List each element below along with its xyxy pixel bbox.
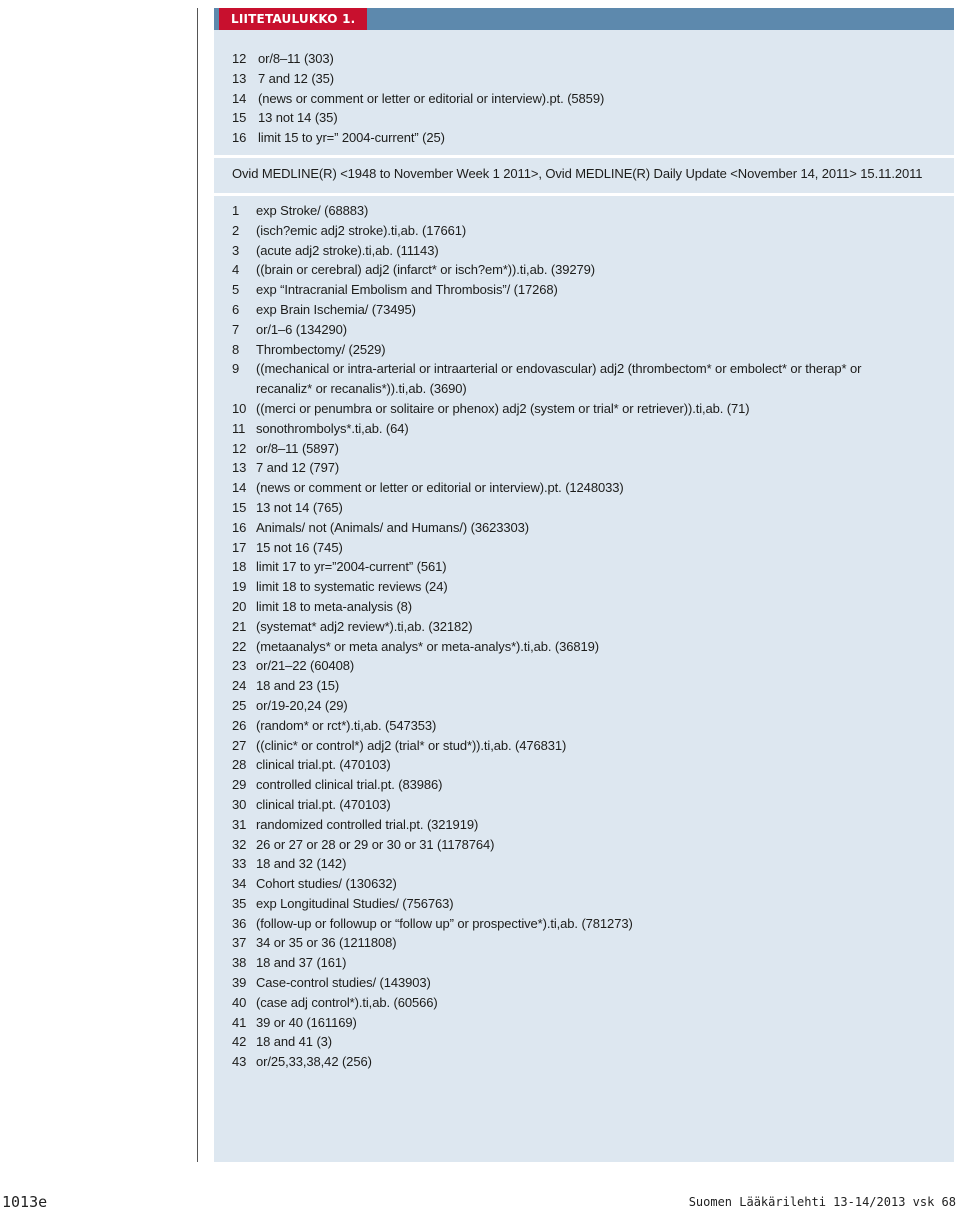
query-text: Animals/ not (Animals/ and Humans/) (3623303) — [256, 519, 529, 535]
query-number: 33 — [232, 856, 247, 872]
query-number: 31 — [232, 816, 247, 832]
query-number: 12 — [232, 51, 247, 66]
query-number: 6 — [232, 301, 240, 317]
query-row — [232, 736, 932, 756]
query-text: 18 and 41 (3) — [256, 1034, 333, 1050]
query-text: (isch?emic adj2 stroke).ti,ab. (17661) — [256, 222, 467, 238]
query-number: 37 — [232, 935, 247, 951]
query-row — [232, 478, 932, 498]
query-row — [232, 201, 932, 221]
query-row — [232, 775, 932, 795]
query-text: or/19-20,24 (29) — [256, 697, 348, 713]
query-text: (follow-up or followup or “follow up” or prospective*).ti,ab. (781273) — [256, 915, 633, 931]
query-number: 13 — [232, 460, 247, 476]
query-text: sonothrombolys*.ti,ab. (64) — [256, 420, 409, 436]
query-row — [232, 953, 932, 973]
query-text: exp “Intracranial Embolism and Thrombosis”/ (17268) — [256, 282, 558, 298]
query-number: 1 — [232, 203, 240, 218]
query-row — [232, 419, 932, 439]
query-row — [232, 894, 932, 914]
query-row — [232, 399, 932, 419]
query-text: ((clinic* or control*) adj2 (trial* or stud*)).ti,ab. (476831) — [256, 737, 567, 753]
query-text: Cohort studies/ (130632) — [256, 876, 397, 892]
query-text: 13 not 14 (765) — [256, 499, 343, 515]
query-number: 16 — [232, 519, 247, 535]
query-number: 42 — [232, 1034, 247, 1050]
query-row — [232, 538, 932, 558]
query-number: 8 — [232, 341, 240, 357]
query-text: clinical trial.pt. (470103) — [256, 796, 391, 812]
query-text: randomized controlled trial.pt. (321919) — [256, 816, 479, 832]
section-divider-bottom — [214, 193, 954, 196]
query-number: 29 — [232, 777, 247, 793]
query-text: ((mechanical or intra-arterial or intraarterial or endovascular) adj2 (thrombectom* or embolect* or therap* or recanaliz* or recanalis*)).ti,ab. (3690) — [256, 361, 862, 397]
query-text: or/8–11 (5897) — [256, 440, 339, 456]
query-row — [232, 260, 932, 280]
query-number: 16 — [232, 130, 247, 146]
query-number: 41 — [232, 1014, 247, 1030]
query-row — [232, 656, 932, 676]
query-text: limit 18 to systematic reviews (24) — [256, 579, 448, 595]
query-number: 14 — [232, 90, 247, 106]
query-row — [232, 835, 932, 855]
query-text: (random* or rct*).ti,ab. (547353) — [256, 717, 437, 733]
query-number: 5 — [232, 282, 240, 298]
query-number: 2 — [232, 222, 240, 238]
query-number: 4 — [232, 262, 240, 278]
query-row — [232, 973, 932, 993]
query-row — [232, 320, 932, 340]
query-text: limit 17 to yr=”2004-current” (561) — [256, 559, 447, 575]
query-row — [232, 359, 932, 399]
query-number: 35 — [232, 895, 247, 911]
query-text: 34 or 35 or 36 (1211808) — [256, 935, 397, 951]
query-row — [232, 874, 932, 894]
query-text: 7 and 12 (797) — [256, 460, 340, 476]
query-text: or/25,33,38,42 (256) — [256, 1054, 372, 1070]
query-text: ((merci or penumbra or solitaire or phenox) adj2 (system or trial* or retriever)).ti,ab. (71) — [256, 400, 750, 416]
query-number: 25 — [232, 697, 247, 713]
section-divider-top — [214, 155, 954, 158]
query-text: ((brain or cerebral) adj2 (infarct* or isch?em*)).ti,ab. (39279) — [256, 262, 595, 278]
query-text: or/1–6 (134290) — [256, 321, 348, 337]
query-number: 38 — [232, 955, 247, 971]
query-text: 18 and 32 (142) — [256, 856, 347, 872]
query-number: 22 — [232, 638, 247, 654]
query-number: 30 — [232, 796, 247, 812]
query-text: (news or comment or letter or editorial or interview).pt. (1248033) — [256, 480, 624, 496]
left-vertical-rule — [197, 8, 198, 1162]
query-row — [232, 280, 932, 300]
query-row — [232, 617, 932, 637]
query-number: 32 — [232, 836, 247, 852]
query-text: exp Brain Ischemia/ (73495) — [256, 301, 416, 317]
query-number: 15 — [232, 499, 247, 515]
query-number: 7 — [232, 321, 240, 337]
query-number: 12 — [232, 440, 247, 456]
query-number: 24 — [232, 678, 247, 694]
query-text: controlled clinical trial.pt. (83986) — [256, 777, 443, 793]
query-number: 26 — [232, 717, 247, 733]
query-row — [232, 300, 932, 320]
query-row — [232, 676, 932, 696]
query-text: (systemat* adj2 review*).ti,ab. (32182) — [256, 618, 473, 634]
query-number: 14 — [232, 480, 247, 496]
query-row — [232, 716, 932, 736]
query-row — [232, 914, 932, 934]
query-row — [232, 241, 932, 261]
query-row — [232, 498, 932, 518]
query-text: Case-control studies/ (143903) — [256, 975, 431, 991]
query-number: 43 — [232, 1054, 247, 1070]
query-row — [232, 795, 932, 815]
query-number: 13 — [232, 70, 247, 86]
query-number: 27 — [232, 737, 247, 753]
query-row — [232, 1013, 932, 1033]
page-number: 1013e — [2, 1193, 48, 1211]
query-text: or/21–22 (60408) — [256, 658, 355, 674]
query-number: 17 — [232, 539, 247, 555]
query-number: 11 — [232, 420, 246, 436]
query-number: 18 — [232, 559, 247, 575]
query-number: 40 — [232, 994, 247, 1010]
journal-reference: Suomen Lääkärilehti 13-14/2013 vsk 68 — [688, 1195, 956, 1209]
query-number: 9 — [232, 361, 240, 377]
query-text: clinical trial.pt. (470103) — [256, 757, 391, 773]
query-number: 19 — [232, 579, 247, 595]
query-number: 36 — [232, 915, 247, 931]
query-row — [232, 993, 932, 1013]
query-text: 18 and 23 (15) — [256, 678, 340, 694]
table-title: LIITETAULUKKO 1. — [219, 8, 367, 30]
query-row — [232, 854, 932, 874]
query-number: 21 — [232, 618, 247, 634]
query-row — [232, 577, 932, 597]
query-row — [232, 755, 932, 775]
query-number: 20 — [232, 598, 247, 614]
query-row — [232, 815, 932, 835]
query-text: limit 18 to meta-analysis (8) — [256, 598, 413, 614]
database-line: Ovid MEDLINE(R) <1948 to November Week 1 2011>, Ovid MEDLINE(R) Daily Update <November 14, 2011> 15.11.2011 — [232, 166, 923, 181]
query-row — [232, 439, 932, 459]
query-row — [232, 557, 932, 577]
query-text: exp Longitudinal Studies/ (756763) — [256, 895, 454, 911]
query-row — [232, 1052, 932, 1072]
query-row — [232, 1032, 932, 1052]
query-text: 15 not 16 (745) — [256, 539, 343, 555]
query-row — [232, 518, 932, 538]
query-number: 15 — [232, 110, 247, 126]
query-text: 18 and 37 (161) — [256, 955, 347, 971]
query-number: 3 — [232, 242, 240, 258]
query-text: (acute adj2 stroke).ti,ab. (11143) — [256, 242, 439, 258]
query-number: 23 — [232, 658, 247, 674]
query-row — [232, 933, 932, 953]
query-row — [232, 221, 932, 241]
query-row — [232, 597, 932, 617]
query-row — [232, 696, 932, 716]
query-text: (case adj control*).ti,ab. (60566) — [256, 994, 438, 1010]
query-text: exp Stroke/ (68883) — [256, 203, 369, 218]
query-row — [232, 458, 932, 478]
search-query-list-2 — [232, 201, 932, 1072]
query-number: 39 — [232, 975, 247, 991]
query-number: 28 — [232, 757, 247, 773]
query-number: 34 — [232, 876, 247, 892]
query-text: 26 or 27 or 28 or 29 or 30 or 31 (1178764) — [256, 836, 495, 852]
query-row — [232, 637, 932, 657]
query-text: 39 or 40 (161169) — [256, 1014, 357, 1030]
query-number: 10 — [232, 400, 247, 416]
query-text: (metaanalys* or meta analys* or meta-analys*).ti,ab. (36819) — [256, 638, 599, 654]
query-row — [232, 340, 932, 360]
query-text: Thrombectomy/ (2529) — [256, 341, 386, 357]
